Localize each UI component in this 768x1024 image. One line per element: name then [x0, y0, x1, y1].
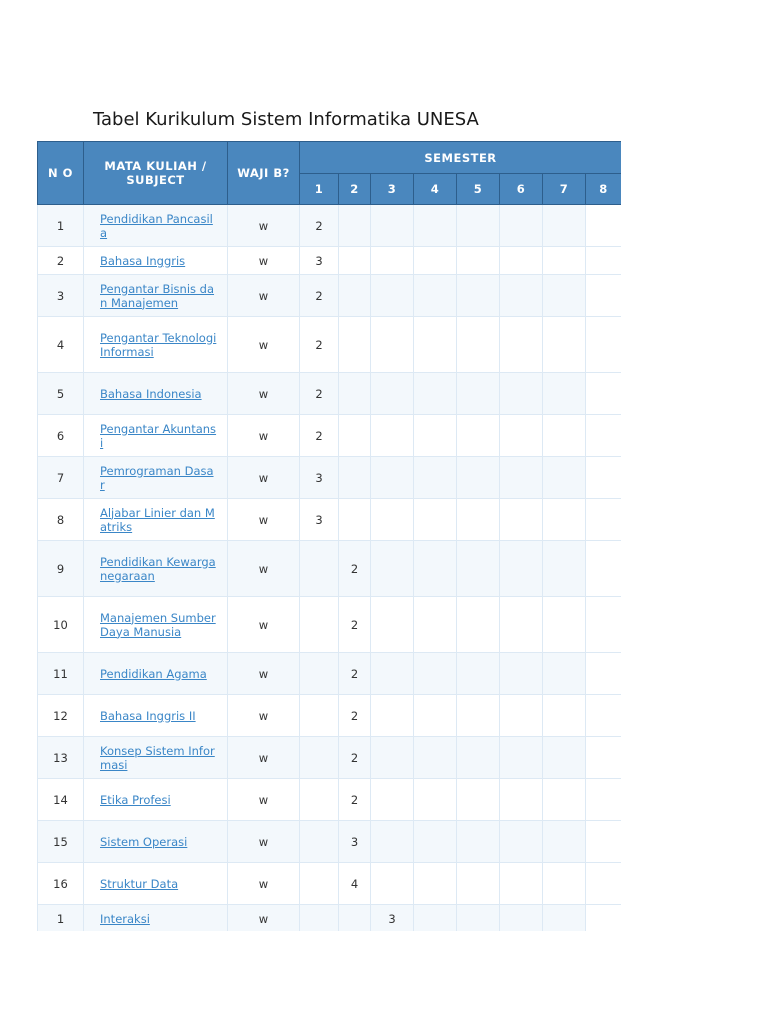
- semester-1-credits: [300, 653, 339, 695]
- semester-6-credits: [500, 597, 543, 653]
- semester-3-credits: [371, 317, 414, 373]
- semester-1-credits: 2: [300, 317, 339, 373]
- semester-4-credits: [414, 863, 457, 905]
- semester-3-credits: [371, 415, 414, 457]
- semester-4-credits: [414, 905, 457, 932]
- semester-4-credits: [414, 779, 457, 821]
- semester-3-credits: [371, 653, 414, 695]
- wajib-cell: w: [228, 779, 300, 821]
- semester-2-credits: [339, 373, 371, 415]
- semester-6-credits: [500, 415, 543, 457]
- row-number: 5: [38, 373, 84, 415]
- subject-cell: [84, 737, 228, 779]
- subject-cell: [84, 541, 228, 597]
- semester-3-credits: 3: [371, 905, 414, 932]
- wajib-cell: w: [228, 863, 300, 905]
- semester-7-credits: [543, 863, 586, 905]
- subject-link[interactable]: Bahasa Inggris: [100, 253, 186, 268]
- semester-8-credits: [586, 737, 622, 779]
- subject-cell: [84, 653, 228, 695]
- semester-7-credits: [543, 653, 586, 695]
- subject-link[interactable]: Bahasa Indonesia: [100, 386, 202, 401]
- header-semester-8: 8: [586, 174, 622, 205]
- row-number: 16: [38, 863, 84, 905]
- semester-6-credits: [500, 653, 543, 695]
- semester-8-credits: [586, 499, 622, 541]
- semester-4-credits: [414, 457, 457, 499]
- semester-4-credits: [414, 821, 457, 863]
- table-row: [38, 499, 622, 541]
- row-number: 10: [38, 597, 84, 653]
- row-number: 4: [38, 317, 84, 373]
- semester-8-credits: [586, 695, 622, 737]
- wajib-cell: w: [228, 457, 300, 499]
- semester-8-credits: [586, 415, 622, 457]
- semester-5-credits: [457, 597, 500, 653]
- semester-5-credits: [457, 247, 500, 275]
- header-semester-6: 6: [500, 174, 543, 205]
- subject-cell: [84, 863, 228, 905]
- semester-6-credits: [500, 247, 543, 275]
- header-semester-1: 1: [300, 174, 339, 205]
- row-number: 14: [38, 779, 84, 821]
- subject-link[interactable]: Konsep Sistem Informasi: [100, 743, 215, 772]
- semester-7-credits: [543, 821, 586, 863]
- semester-4-credits: [414, 205, 457, 247]
- semester-8-credits: [586, 905, 622, 932]
- subject-link[interactable]: Etika Profesi: [100, 792, 171, 807]
- semester-7-credits: [543, 317, 586, 373]
- subject-link[interactable]: Pendidikan Agama: [100, 666, 207, 681]
- semester-6-credits: [500, 821, 543, 863]
- subject-link[interactable]: Pendidikan Kewarganegaraan: [100, 554, 216, 583]
- semester-4-credits: [414, 653, 457, 695]
- table-row: [38, 275, 622, 317]
- subject-link[interactable]: Pemrograman Dasar: [100, 463, 214, 492]
- semester-8-credits: [586, 275, 622, 317]
- table-row: [38, 457, 622, 499]
- wajib-cell: w: [228, 499, 300, 541]
- semester-3-credits: [371, 821, 414, 863]
- semester-8-credits: [586, 317, 622, 373]
- semester-3-credits: [371, 275, 414, 317]
- semester-5-credits: [457, 779, 500, 821]
- subject-cell: [84, 597, 228, 653]
- semester-3-credits: [371, 597, 414, 653]
- row-number: 12: [38, 695, 84, 737]
- semester-4-credits: [414, 373, 457, 415]
- semester-8-credits: [586, 779, 622, 821]
- semester-7-credits: [543, 695, 586, 737]
- semester-8-credits: [586, 373, 622, 415]
- semester-3-credits: [371, 373, 414, 415]
- semester-2-credits: 4: [339, 863, 371, 905]
- subject-cell: [84, 247, 228, 275]
- semester-1-credits: 2: [300, 205, 339, 247]
- subject-link[interactable]: Pengantar Bisnis dan Manajemen: [100, 281, 215, 310]
- table-row: [38, 373, 622, 415]
- semester-4-credits: [414, 499, 457, 541]
- curriculum-table-container: [37, 141, 621, 931]
- semester-7-credits: [543, 597, 586, 653]
- subject-link[interactable]: Pengantar Akuntansi: [100, 421, 217, 450]
- semester-1-credits: 3: [300, 499, 339, 541]
- table-row: [38, 653, 622, 695]
- semester-6-credits: [500, 695, 543, 737]
- semester-1-credits: [300, 695, 339, 737]
- semester-2-credits: [339, 205, 371, 247]
- semester-5-credits: [457, 205, 500, 247]
- subject-link[interactable]: Pendidikan Pancasila: [100, 211, 213, 240]
- semester-2-credits: 2: [339, 737, 371, 779]
- subject-link[interactable]: Manajemen Sumber Daya Manusia: [100, 610, 216, 639]
- header-wajib: WAJI B?: [228, 142, 300, 205]
- semester-5-credits: [457, 821, 500, 863]
- semester-2-credits: 2: [339, 653, 371, 695]
- semester-2-credits: [339, 275, 371, 317]
- semester-3-credits: [371, 541, 414, 597]
- semester-2-credits: 2: [339, 695, 371, 737]
- semester-6-credits: [500, 541, 543, 597]
- semester-7-credits: [543, 779, 586, 821]
- semester-1-credits: 3: [300, 247, 339, 275]
- semester-3-credits: [371, 247, 414, 275]
- semester-5-credits: [457, 541, 500, 597]
- wajib-cell: w: [228, 695, 300, 737]
- wajib-cell: w: [228, 415, 300, 457]
- semester-8-credits: [586, 653, 622, 695]
- wajib-cell: w: [228, 905, 300, 932]
- semester-4-credits: [414, 695, 457, 737]
- semester-8-credits: [586, 597, 622, 653]
- semester-7-credits: [543, 415, 586, 457]
- subject-cell: [84, 205, 228, 247]
- semester-7-credits: [543, 541, 586, 597]
- semester-4-credits: [414, 597, 457, 653]
- table-row: [38, 779, 622, 821]
- page-title: Tabel Kurikulum Sistem Informatika UNESA: [93, 109, 479, 130]
- semester-5-credits: [457, 275, 500, 317]
- subject-link[interactable]: Bahasa Inggris II: [100, 708, 196, 723]
- semester-8-credits: [586, 457, 622, 499]
- header-semester-7: 7: [543, 174, 586, 205]
- subject-link[interactable]: Struktur Data: [100, 876, 179, 891]
- header-semester: SEMESTER: [300, 142, 622, 174]
- row-number: 11: [38, 653, 84, 695]
- subject-cell: [84, 317, 228, 373]
- semester-5-credits: [457, 737, 500, 779]
- semester-6-credits: [500, 737, 543, 779]
- subject-cell: [84, 779, 228, 821]
- subject-cell: [84, 275, 228, 317]
- semester-7-credits: [543, 205, 586, 247]
- semester-1-credits: [300, 541, 339, 597]
- semester-1-credits: 2: [300, 275, 339, 317]
- semester-3-credits: [371, 695, 414, 737]
- row-number: 9: [38, 541, 84, 597]
- semester-4-credits: [414, 275, 457, 317]
- semester-6-credits: [500, 905, 543, 932]
- semester-7-credits: [543, 737, 586, 779]
- semester-2-credits: [339, 457, 371, 499]
- table-row: [38, 737, 622, 779]
- semester-3-credits: [371, 205, 414, 247]
- semester-1-credits: [300, 779, 339, 821]
- semester-8-credits: [586, 247, 622, 275]
- semester-7-credits: [543, 247, 586, 275]
- semester-5-credits: [457, 695, 500, 737]
- row-number: 1: [38, 905, 84, 932]
- subject-link[interactable]: Sistem Operasi: [100, 834, 188, 849]
- semester-1-credits: [300, 737, 339, 779]
- wajib-cell: w: [228, 597, 300, 653]
- semester-1-credits: [300, 821, 339, 863]
- semester-7-credits: [543, 905, 586, 932]
- wajib-cell: w: [228, 653, 300, 695]
- semester-7-credits: [543, 457, 586, 499]
- semester-1-credits: 2: [300, 415, 339, 457]
- subject-cell: [84, 905, 228, 932]
- subject-cell: [84, 695, 228, 737]
- table-row: [38, 905, 622, 932]
- table-row: [38, 205, 622, 247]
- wajib-cell: w: [228, 737, 300, 779]
- semester-7-credits: [543, 373, 586, 415]
- wajib-cell: w: [228, 317, 300, 373]
- table-row: [38, 541, 622, 597]
- wajib-cell: w: [228, 373, 300, 415]
- semester-3-credits: [371, 863, 414, 905]
- semester-3-credits: [371, 457, 414, 499]
- subject-link[interactable]: Aljabar Linier dan Matriks: [100, 505, 215, 534]
- subject-cell: [84, 821, 228, 863]
- wajib-cell: w: [228, 205, 300, 247]
- semester-4-credits: [414, 737, 457, 779]
- semester-3-credits: [371, 737, 414, 779]
- semester-5-credits: [457, 415, 500, 457]
- semester-4-credits: [414, 317, 457, 373]
- header-semester-4: 4: [414, 174, 457, 205]
- semester-2-credits: 2: [339, 779, 371, 821]
- semester-8-credits: [586, 541, 622, 597]
- semester-6-credits: [500, 863, 543, 905]
- semester-6-credits: [500, 317, 543, 373]
- semester-8-credits: [586, 205, 622, 247]
- semester-2-credits: 3: [339, 821, 371, 863]
- row-number: 1: [38, 205, 84, 247]
- semester-2-credits: [339, 499, 371, 541]
- semester-2-credits: 2: [339, 541, 371, 597]
- table-row: [38, 863, 622, 905]
- subject-cell: [84, 373, 228, 415]
- semester-6-credits: [500, 457, 543, 499]
- semester-2-credits: [339, 905, 371, 932]
- semester-1-credits: 3: [300, 457, 339, 499]
- wajib-cell: w: [228, 541, 300, 597]
- header-subject: MATA KULIAH / SUBJECT: [84, 142, 228, 205]
- semester-5-credits: [457, 373, 500, 415]
- row-number: 8: [38, 499, 84, 541]
- row-number: 6: [38, 415, 84, 457]
- table-row: [38, 695, 622, 737]
- table-row: [38, 821, 622, 863]
- semester-6-credits: [500, 499, 543, 541]
- table-row: [38, 247, 622, 275]
- subject-cell: [84, 499, 228, 541]
- semester-6-credits: [500, 373, 543, 415]
- semester-6-credits: [500, 779, 543, 821]
- subject-cell: [84, 415, 228, 457]
- semester-4-credits: [414, 415, 457, 457]
- header-semester-5: 5: [457, 174, 500, 205]
- semester-6-credits: [500, 275, 543, 317]
- semester-5-credits: [457, 905, 500, 932]
- subject-link[interactable]: Pengantar Teknologi Informasi: [100, 330, 217, 359]
- subject-link[interactable]: Interaksi: [100, 911, 150, 926]
- wajib-cell: w: [228, 247, 300, 275]
- semester-5-credits: [457, 457, 500, 499]
- header-no: N O: [38, 142, 84, 205]
- semester-2-credits: 2: [339, 597, 371, 653]
- semester-2-credits: [339, 247, 371, 275]
- semester-1-credits: 2: [300, 373, 339, 415]
- semester-5-credits: [457, 863, 500, 905]
- row-number: 13: [38, 737, 84, 779]
- semester-4-credits: [414, 247, 457, 275]
- subject-cell: [84, 457, 228, 499]
- semester-2-credits: [339, 317, 371, 373]
- header-semester-3: 3: [371, 174, 414, 205]
- row-number: 15: [38, 821, 84, 863]
- table-row: [38, 415, 622, 457]
- table-row: [38, 317, 622, 373]
- semester-7-credits: [543, 275, 586, 317]
- semester-2-credits: [339, 415, 371, 457]
- semester-3-credits: [371, 499, 414, 541]
- semester-4-credits: [414, 541, 457, 597]
- table-row: [38, 597, 622, 653]
- wajib-cell: w: [228, 275, 300, 317]
- header-semester-2: 2: [339, 174, 371, 205]
- semester-5-credits: [457, 653, 500, 695]
- curriculum-table: [37, 141, 621, 931]
- row-number: 2: [38, 247, 84, 275]
- semester-8-credits: [586, 821, 622, 863]
- row-number: 7: [38, 457, 84, 499]
- wajib-cell: w: [228, 821, 300, 863]
- semester-1-credits: [300, 905, 339, 932]
- semester-1-credits: [300, 597, 339, 653]
- semester-5-credits: [457, 317, 500, 373]
- row-number: 3: [38, 275, 84, 317]
- semester-1-credits: [300, 863, 339, 905]
- semester-5-credits: [457, 499, 500, 541]
- semester-7-credits: [543, 499, 586, 541]
- semester-3-credits: [371, 779, 414, 821]
- semester-6-credits: [500, 205, 543, 247]
- semester-8-credits: [586, 863, 622, 905]
